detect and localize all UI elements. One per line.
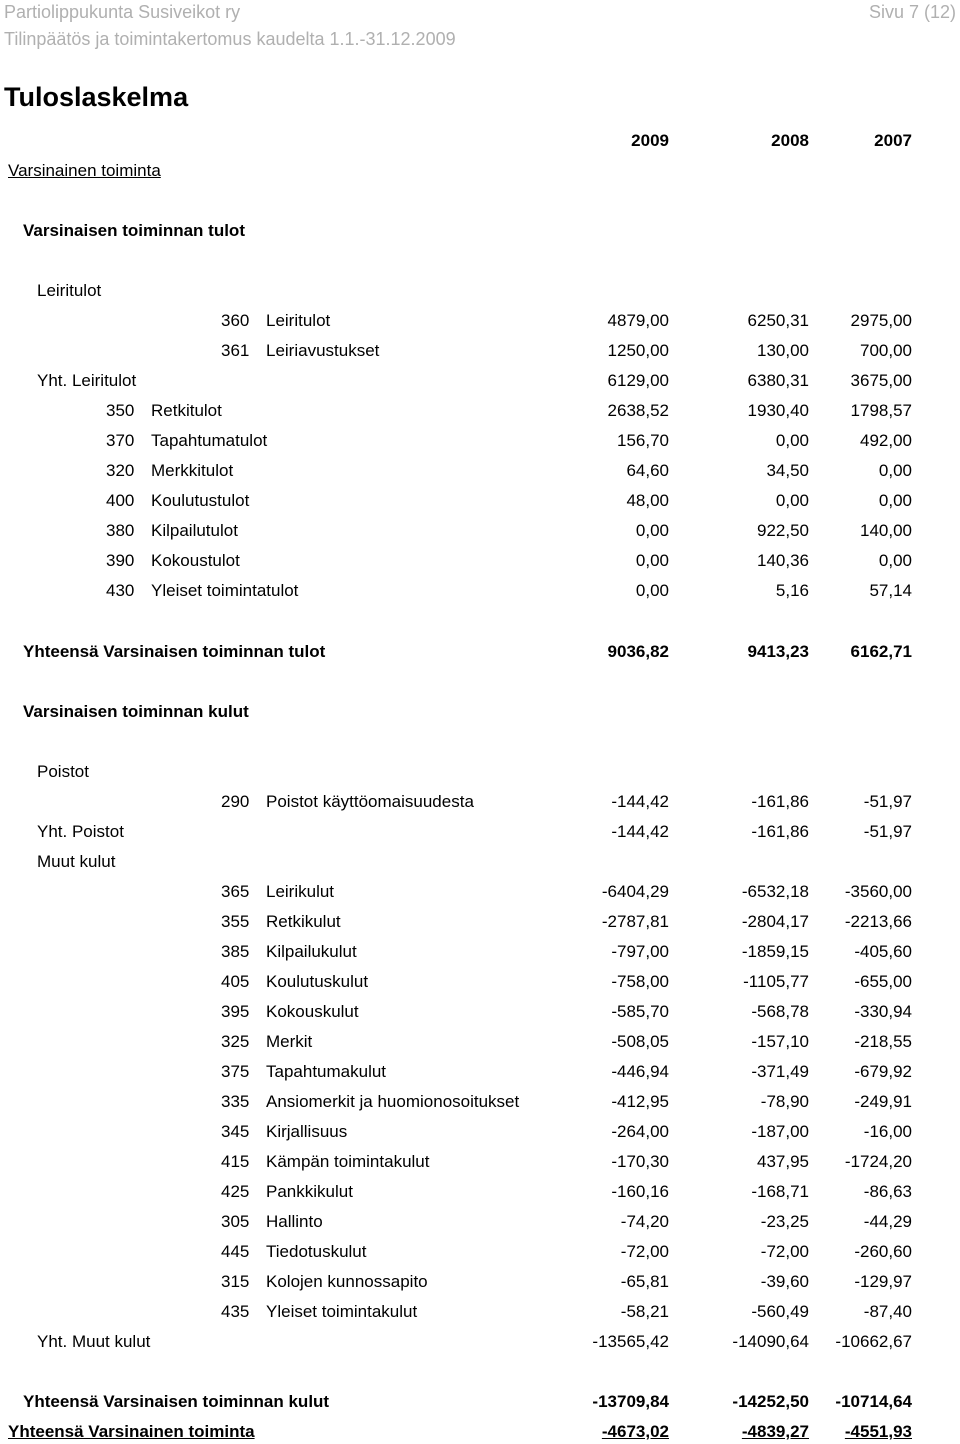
amount-cell: -58,21 (620, 1302, 669, 1321)
account-code: 405 (221, 972, 250, 991)
account-name: Leiriavustukset (266, 341, 380, 360)
group-label: Muut kulut (37, 852, 116, 871)
year-header: 2007 (874, 131, 912, 150)
amount-cell: -161,86 (751, 792, 809, 811)
account-code: 385 (221, 942, 250, 961)
org-name: Partiolippukunta Susiveikot ry (4, 2, 241, 22)
account-name: Yleiset toimintakulut (266, 1302, 418, 1321)
account-name: Merkit (266, 1032, 313, 1051)
year-header: 2008 (771, 131, 809, 150)
amount-cell: 0,00 (878, 551, 912, 570)
income-heading: Varsinaisen toiminnan tulot (23, 221, 245, 240)
account-name: Kokouskulut (266, 1002, 359, 1021)
account-code: 355 (221, 912, 250, 931)
amount-cell: 156,70 (617, 431, 669, 450)
amount-cell: -14090,64 (732, 1332, 809, 1351)
account-name: Hallinto (266, 1212, 323, 1231)
subtotal-label: Yht. Leiritulot (37, 371, 137, 390)
amount-cell: -51,97 (863, 822, 912, 841)
group-label: Leiritulot (37, 281, 102, 300)
account-code: 425 (221, 1182, 250, 1201)
amount-cell: -72,00 (760, 1242, 809, 1261)
account-code: 400 (106, 491, 135, 510)
amount-cell: 34,50 (766, 461, 809, 480)
amount-cell: 3675,00 (850, 371, 912, 390)
amount-cell: -560,49 (751, 1302, 809, 1321)
account-code: 305 (221, 1212, 250, 1231)
amount-cell: 9036,82 (607, 642, 669, 661)
amount-cell: -23,25 (760, 1212, 809, 1231)
amount-cell: 922,50 (757, 521, 809, 540)
amount-cell: -260,60 (854, 1242, 912, 1261)
amount-cell: 0,00 (635, 521, 669, 540)
amount-cell: -330,94 (854, 1002, 912, 1021)
amount-cell: 6380,31 (747, 371, 809, 390)
account-code: 335 (221, 1092, 250, 1111)
account-name: Retkitulot (151, 401, 222, 420)
amount-cell: 0,00 (775, 491, 809, 510)
amount-cell: -412,95 (611, 1092, 669, 1111)
account-code: 430 (106, 581, 135, 600)
account-code: 435 (221, 1302, 250, 1321)
amount-cell: -16,00 (863, 1122, 912, 1141)
amount-cell: -187,00 (751, 1122, 809, 1141)
subtotal-label: Yht. Poistot (37, 822, 124, 841)
amount-cell: 57,14 (869, 581, 912, 600)
account-name: Kirjallisuus (266, 1122, 348, 1141)
account-code: 361 (221, 341, 250, 360)
account-name: Merkkitulot (151, 461, 234, 480)
amount-cell: -13709,84 (592, 1392, 669, 1411)
amount-cell: -168,71 (751, 1182, 809, 1201)
account-name: Koulutuskulut (266, 972, 369, 991)
account-code: 345 (221, 1122, 250, 1141)
amount-cell: -78,90 (760, 1092, 809, 1111)
amount-cell: -2804,17 (741, 912, 809, 931)
account-name: Tapahtumatulot (151, 431, 268, 450)
amount-cell: -129,97 (854, 1272, 912, 1291)
account-code: 350 (106, 401, 135, 420)
amount-cell: -87,40 (863, 1302, 912, 1321)
year-header: 2009 (631, 131, 669, 150)
amount-cell: 4879,00 (607, 311, 669, 330)
grand-total-label: Yhteensä Varsinainen toiminta (8, 1422, 255, 1441)
amount-cell: -218,55 (854, 1032, 912, 1051)
amount-cell: -568,78 (751, 1002, 809, 1021)
account-name: Ansiomerkit ja huomionosoitukset (266, 1092, 520, 1111)
amount-cell: -157,10 (751, 1032, 809, 1051)
amount-cell: -4673,02 (601, 1422, 669, 1441)
amount-cell: 1930,40 (747, 401, 809, 420)
account-name: Kokoustulot (151, 551, 240, 570)
account-name: Kämpän toimintakulut (266, 1152, 430, 1171)
amount-cell: 9413,23 (747, 642, 809, 661)
amount-cell: -508,05 (611, 1032, 669, 1051)
amount-cell: -249,91 (854, 1092, 912, 1111)
amount-cell: 5,16 (775, 581, 809, 600)
account-code: 380 (106, 521, 135, 540)
amount-cell: 492,00 (860, 431, 912, 450)
amount-cell: -72,00 (620, 1242, 669, 1261)
report-subtitle: Tilinpäätös ja toimintakertomus kaudelta 1.1.-31.12.2009 (4, 29, 456, 49)
amount-cell: 0,00 (878, 461, 912, 480)
amount-cell: 6129,00 (607, 371, 669, 390)
amount-cell: -264,00 (611, 1122, 669, 1141)
amount-cell: -86,63 (863, 1182, 912, 1201)
amount-cell: 1798,57 (850, 401, 912, 420)
account-name: Kolojen kunnossapito (266, 1272, 428, 1291)
amount-cell: -1105,77 (743, 972, 809, 991)
amount-cell: 2638,52 (607, 401, 669, 420)
amount-cell: -44,29 (863, 1212, 912, 1231)
amount-cell: -6532,18 (741, 882, 809, 901)
section-title: Varsinainen toiminta (8, 161, 161, 180)
amount-cell: -4551,93 (844, 1422, 912, 1441)
amount-cell: 437,95 (757, 1152, 809, 1171)
account-code: 370 (106, 431, 135, 450)
amount-cell: 0,00 (635, 551, 669, 570)
account-code: 320 (106, 461, 135, 480)
amount-cell: -679,92 (854, 1062, 912, 1081)
account-code: 365 (221, 882, 250, 901)
page-title: Tuloslaskelma (4, 82, 189, 112)
amount-cell: -405,60 (854, 942, 912, 961)
account-name: Kilpailutulot (151, 521, 238, 540)
amount-cell: -14252,50 (732, 1392, 809, 1411)
amount-cell: 6162,71 (850, 642, 912, 661)
amount-cell: -1724,20 (844, 1152, 912, 1171)
amount-cell: -655,00 (854, 972, 912, 991)
amount-cell: -446,94 (611, 1062, 669, 1081)
account-name: Tapahtumakulut (266, 1062, 387, 1081)
account-name: Koulutustulot (151, 491, 250, 510)
account-code: 360 (221, 311, 250, 330)
group-label: Poistot (37, 762, 89, 781)
account-name: Retkikulut (266, 912, 341, 931)
amount-cell: 6250,31 (747, 311, 809, 330)
amount-cell: -2787,81 (601, 912, 669, 931)
amount-cell: -10662,67 (835, 1332, 912, 1351)
amount-cell: 0,00 (635, 581, 669, 600)
subtotal-label: Yht. Muut kulut (37, 1332, 151, 1351)
account-name: Poistot käyttöomaisuudesta (266, 792, 474, 811)
account-code: 415 (221, 1152, 250, 1171)
amount-cell: 2975,00 (850, 311, 912, 330)
expenses-heading: Varsinaisen toiminnan kulut (23, 702, 249, 721)
expenses-total-label: Yhteensä Varsinaisen toiminnan kulut (23, 1392, 330, 1411)
account-name: Leiritulot (266, 311, 331, 330)
amount-cell: 1250,00 (607, 341, 669, 360)
amount-cell: -144,42 (611, 822, 669, 841)
account-code: 445 (221, 1242, 250, 1261)
amount-cell: -74,20 (620, 1212, 669, 1231)
account-code: 375 (221, 1062, 250, 1081)
amount-cell: -4839,27 (741, 1422, 809, 1441)
amount-cell: -161,86 (751, 822, 809, 841)
amount-cell: 140,00 (860, 521, 912, 540)
page-number: Sivu 7 (12) (868, 2, 956, 22)
account-code: 390 (106, 551, 135, 570)
amount-cell: 64,60 (626, 461, 669, 480)
amount-cell: -797,00 (611, 942, 669, 961)
income-total-label: Yhteensä Varsinaisen toiminnan tulot (23, 642, 326, 661)
amount-cell: -160,16 (611, 1182, 669, 1201)
account-name: Leirikulut (266, 882, 335, 901)
account-name: Pankkikulut (266, 1182, 353, 1201)
amount-cell: -371,49 (751, 1062, 809, 1081)
account-code: 315 (221, 1272, 250, 1291)
amount-cell: -144,42 (611, 792, 669, 811)
amount-cell: 0,00 (775, 431, 809, 450)
amount-cell: -170,30 (611, 1152, 669, 1171)
amount-cell: 48,00 (626, 491, 669, 510)
account-code: 395 (221, 1002, 250, 1021)
amount-cell: -6404,29 (601, 882, 669, 901)
amount-cell: 0,00 (878, 491, 912, 510)
amount-cell: -758,00 (611, 972, 669, 991)
amount-cell: 130,00 (757, 341, 809, 360)
account-code: 290 (221, 792, 250, 811)
amount-cell: -1859,15 (741, 942, 809, 961)
account-name: Kilpailukulut (266, 942, 357, 961)
amount-cell: -10714,64 (835, 1392, 912, 1411)
account-name: Yleiset toimintatulot (151, 581, 299, 600)
account-code: 325 (221, 1032, 250, 1051)
amount-cell: -3560,00 (844, 882, 912, 901)
amount-cell: -585,70 (611, 1002, 669, 1021)
amount-cell: 140,36 (757, 551, 809, 570)
amount-cell: 700,00 (860, 341, 912, 360)
amount-cell: -2213,66 (844, 912, 912, 931)
account-name: Tiedotuskulut (266, 1242, 367, 1261)
amount-cell: -51,97 (863, 792, 912, 811)
amount-cell: -65,81 (620, 1272, 669, 1291)
amount-cell: -13565,42 (592, 1332, 669, 1351)
amount-cell: -39,60 (760, 1272, 809, 1291)
